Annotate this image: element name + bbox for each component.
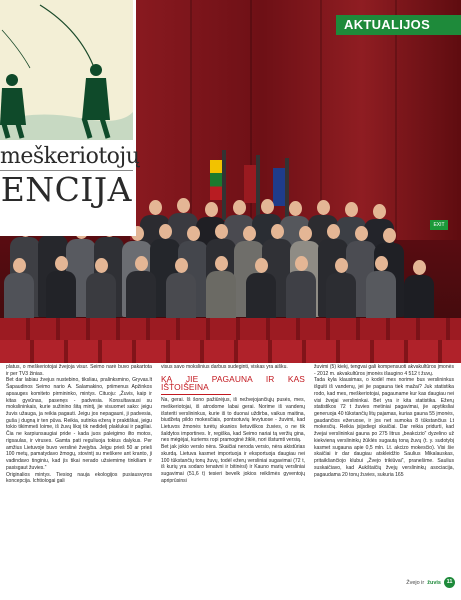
section-subheading: KĄ JIE PAGAUNA IR KAS IŠTOIŠEINA: [161, 373, 305, 392]
conference-logo: [0, 0, 140, 236]
paragraph: platus, o meškeriotojai žvejoja visur. Seimo narė buvo pakartota ir per TV3 žinias.: [6, 364, 152, 377]
article-column-3: [314, 364, 454, 478]
logo-title-line2: ENCIJA: [0, 170, 132, 209]
magazine-name: žuvis: [427, 579, 441, 586]
logo-title-line1: meškeriotojų: [0, 144, 140, 169]
article-column-2: [161, 364, 305, 484]
paragraph: Tada kyla klausimas, o kodėl mes norime bus verslininkus išguiti iš vandenų, jei jie pagauna tiek mažai? Juk statistika rodo, kad mes, meškeriotojai, pagauname kur kas daugiau nei visi žvejai verslininkai. Bet yra ir kita statistika. Ežerų statistikos 72 t žuvies metiniai pagavimai, jie apytiksliai generuoja 40 tūkstančių litų pajamas, kurias gauna 55 įmonės, gaudančios ežeruose, ir jos net sumoka 8 tūkstančius Lt mokesčių. Reikia įsijsdiegi skaičiai. Dar reikia pridurti, kad žvejai verslininkai gauna po 275 litrus „beakcizio“ dyzelino už kiekvieną verslininkų žūklės sugautą toną žuvų (t. y. sudotybį kasmet sugauna apie 0,5 mln. Lt. akcizo mokesčio). Visi šie skaičiai ir dar daugiau atskleidžio Saulius Mikalauskas, pritaikšančiojo klubui „Žvejo trikiūvai“, pranešime. Saulius suskaičiavo, kad Aukštaičių žvejų verslininkų asociacija, pagaudama 20 tonų žuvies, sukuria 165: [314, 377, 454, 478]
paragraph: Na, gerai. Iš šono pažiūrėjus, iš nežvejojančiųjų pusės, mes, meškeriotojai, iš atrodome labai gerai. Norime iš vandenų išsteriti verslininkus, kurie iš to duonai uždirba, vaikus maitina, biudžetą pildo mokesčiais, pontsotuvių levytuose - žuvimi, kad Lietuvos žmonės turėtų skanios lietuviškos žuvies, o ne tik šaldytos importines. Ir, regiška, kad Seimo nariai tą veržių gina, nes mėgėjai, kuriems ropi pramoginė žiklė, nori išstumti versią.: [161, 397, 305, 444]
page-footer: [406, 577, 455, 588]
issue-label: Žvejo ir: [406, 579, 425, 586]
paragraph: visus savo mokslinius darbus sudeginti, viskas yra aišku.: [161, 364, 288, 370]
angler-silhouette-logo: [0, 0, 133, 140]
section-label: AKTUALIJOS: [336, 15, 461, 35]
page-number: 11: [444, 577, 455, 588]
article-column-1: [6, 364, 152, 485]
paragraph: žuvimi (5) kiekį, tengvai gali kompensuoti akvakultūros įmonės - 2012 m. akvakultūros įmonės išaugino 4 512 t žuvų.: [314, 364, 454, 377]
paragraph: Bet dar labiau žvejus nustebino, tiksliau, pralinksmino, Gryvas.lt Šapaudinos Seimo nario A. Salamakino, priimenus Apžinkos apsauges komiteto pirmininko, mintys. Cituoju: „Žuvis, kaip ir kitas gyvūnas, pasenęs - padvesia. Konsultavausi su mokslininkais, kurie sužinino šitą mintį, jie visuomet sako: jeigu žuvis užauga, ja reikia pagauti. Jeigu jos nepagauni, ji padvesia, guša į dugną ir ten pūva. Reikia, sutinka ežerą ir praktiškai, jeigu tokio tikimmeš loime, iš žuvų liksį tik nedidelį plaklukai ir pagiliai. Čia ne karpiunsaugiai pride - kada juos paleigimo ilto motos, rigsaulas, ir viruses. Gamta pati reguliuoja tokius dalykus. Per amžius Lietuvoje buvo verslinė žvejyba. Jeigu prieš 50 ar prieš 100 metų, pamatydavo žmogų, stovintį su meškere ant kranto, ji vadindavo tinginiu, kad jis tikai nerado užsiemimę tinkiliam ir pasisgaut žuvies.“: [6, 377, 152, 471]
subheading-rule: [161, 394, 231, 395]
auditorium-seats: [0, 340, 461, 363]
paragraph: Bet jak jokio verslo nėra. Skaičiai neroda versio, nėra akistūrias skurdą. Lietuva kasmet importuoja ir eksportuoja daugiau nei 100 tūkstančių tonų žuvų, todėl ežerų versliniai sugavimai (72 t, iš kurių yra sodaro tenatvni ir bitinėsi) ir Kauno marių versliniai sugavimai (51,6 t) tesieri bevelk jokios reikšmės gyventojų apriprūsinsi: [161, 444, 305, 484]
paragraph: Originalios mintys. Tiesiog nauja ekologijos pusiausvyros koncepcija. Ichtiologai gali: [6, 471, 152, 485]
exit-sign: EXIT: [430, 220, 448, 230]
lithuanian-flag: [210, 160, 222, 200]
